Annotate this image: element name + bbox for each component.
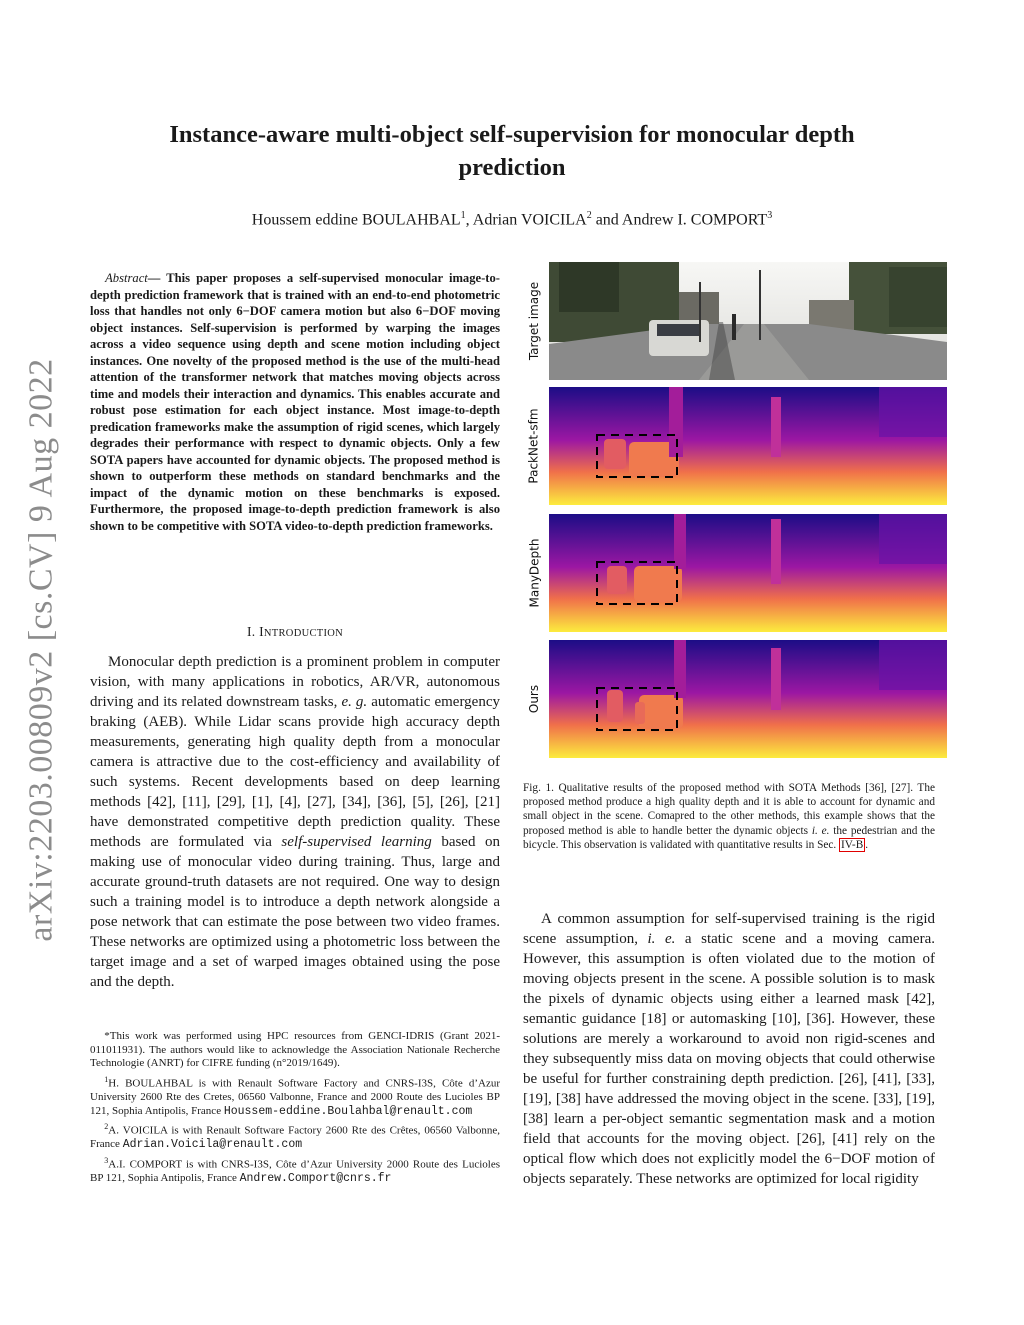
row-label-text: Target image bbox=[527, 281, 542, 361]
caption-text: Qualitative results of the proposed method with SOTA Methods [36], [27]. The proposed method produce a high quality depth and it is able to account for dynamic and small object in the scene. Comapred to the other methods, this example shows that the proposed method is able to handle better the dynamic objects bbox=[523, 782, 935, 837]
row-label-ours bbox=[523, 640, 545, 758]
footnotes bbox=[90, 1030, 500, 1188]
footnote-mark: 3 bbox=[104, 1156, 109, 1166]
footnote-2 bbox=[90, 1120, 500, 1152]
intro-text: Monocular depth prediction is a prominent problem in computer vision, with many applications in robotics, AR/VR, autonomous driving and its related downstream tasks, bbox=[90, 654, 500, 710]
body-text: A common assumption for self-supervised training is the rigid scene assumption, bbox=[523, 911, 935, 947]
arxiv-id: arXiv:2203.00809v2 [cs.CV] 9 Aug 2022 bbox=[23, 358, 60, 942]
row-label-text: Ours bbox=[527, 684, 541, 714]
section-number: I. bbox=[246, 624, 256, 639]
figure-caption bbox=[523, 781, 935, 852]
body-text: a static scene and a moving camera. However, this assumption is often violated due to the motion of moving objects present in the scene. A possible solution is to mask the pixels of dynamic objects using either a learned mask [42], semantic guidance [18] or automasking [10], [36]. However, these solutions are merely a workaround to avoid non rigid-scenes and they subsequently miss data on moving objects that could otherwise be useful for further constraining depth prediction. [26], [41], [33], [19], [38] have addressed the moving object in the scene. [33], [19], [38] learn a per-object semantic segmentation mask and a motion field that accounts for the moving object. [26], [41] rely on the optical flow which does not explicitly model the 6−DOF motion of objects separately. These networks are optimized for local rigidity bbox=[523, 931, 935, 1187]
author-separator: , bbox=[465, 211, 473, 229]
section-first-letter: I bbox=[259, 624, 264, 639]
footnote-mark: 2 bbox=[104, 1122, 109, 1132]
depth-map bbox=[549, 514, 947, 632]
abstract-label: Abstract bbox=[105, 271, 148, 285]
figure-1 bbox=[523, 262, 948, 772]
section-title-rest: NTRODUCTION bbox=[263, 628, 344, 639]
author-2: Adrian VOICILA bbox=[472, 211, 587, 229]
arxiv-stamp bbox=[22, 345, 62, 955]
caption-label: Fig. 1. bbox=[523, 782, 554, 794]
ours-depth-panel bbox=[549, 640, 947, 758]
author-2-affil: 2 bbox=[586, 210, 592, 221]
author-separator: and bbox=[591, 211, 622, 229]
packnet-depth-panel bbox=[549, 387, 947, 505]
intro-paragraph bbox=[90, 652, 500, 992]
author-3-affil: 3 bbox=[767, 210, 773, 221]
row-label-manydepth bbox=[523, 514, 545, 632]
footnote-3 bbox=[90, 1154, 500, 1186]
depth-map bbox=[549, 387, 947, 505]
abstract-dash: — bbox=[147, 271, 167, 285]
intro-text: based on making use of monocular video during training. Thus, large and accurate ground-truth datasets are not required. One way to design such a training model is to introduce a depth network alongside a pose network that can estimate the pose between two video frames. These networks are optimized using a photometric loss between the target image and a set of warped images obtained using the pose and the depth. bbox=[90, 834, 501, 990]
depth-map bbox=[549, 640, 947, 758]
intro-emphasis: self-supervised learning bbox=[281, 834, 432, 850]
paper-title: Instance-aware multi-object self-supervision for monocular depth prediction bbox=[169, 121, 855, 181]
section-heading-introduction bbox=[90, 624, 500, 640]
row-label-target bbox=[523, 262, 545, 380]
footnote-text: A. VOICILA is with Renault Software Factory 2600 Rte des Crêtes, 06560 Valbonne, France bbox=[90, 1124, 500, 1151]
author-list bbox=[110, 210, 914, 229]
body-paragraph bbox=[523, 909, 935, 1189]
street-scene-image bbox=[549, 262, 947, 380]
footnote-text: H. BOULAHBAL is with Renault Software Factory and CNRS-I3S, Côte d’Azur University 2600 Rte des Cretes, 06560 Valbonne, France and 2000 Route des Lucioles BP 121, Sophia Antipolis, France bbox=[90, 1077, 500, 1117]
footnote-text: A.I. COMPORT is with CNRS-I3S, Côte d’Azur University 2000 Route des Lucioles BP 121, Sophia Antipolis, France bbox=[90, 1158, 500, 1185]
caption-end: . bbox=[865, 838, 869, 851]
intro-eg: e. g. bbox=[341, 694, 368, 710]
abstract-text: This paper proposes a self-supervised monocular image-to-depth prediction framework that is trained with an end-to-end photometric loss that handles not only 6−DOF camera motion but also 6−DOF moving object instances. Self-supervision is performed by warping the images across a video sequence using depth and scene motion including object instances. One novelty of the proposed method is the use of the multi-head attention of the transformer network that matches moving objects across time and models their interaction and dynamics. This enables accurate and robust pose estimation for each object instance. Most image-to-depth predication frameworks make the assumption of rigid scenes, which largely degrades their performance with respect to dynamic objects. Only a few SOTA papers have accounted for dynamic objects. The proposed method is shown to outperform these methods on standard benchmarks and the impact of the dynamic motion on these benchmarks is exposed. Furthermore, the proposed image-to-depth prediction framework is also shown to be competitive with SOTA video-to-depth prediction frameworks. bbox=[90, 271, 500, 533]
footnote-mark: 1 bbox=[104, 1074, 109, 1084]
manydepth-depth-panel bbox=[549, 514, 947, 632]
email-link[interactable]: Andrew.Comport@cnrs.fr bbox=[239, 1172, 392, 1186]
row-label-text: ManyDepth bbox=[527, 538, 541, 608]
email-link[interactable]: Adrian.Voicila@renault.com bbox=[122, 1138, 303, 1152]
body-ie: i. e. bbox=[647, 931, 676, 947]
author-1: Houssem eddine BOULAHBAL bbox=[251, 211, 461, 229]
row-label-text: PackNet-sfm bbox=[527, 408, 542, 484]
section-ref-link[interactable]: IV-B bbox=[841, 838, 864, 851]
author-3: Andrew I. COMPORT bbox=[621, 211, 768, 229]
footnote-funding: *This work was performed using HPC resources from GENCI-IDRIS (Grant 2021-011011931). The authors would like to acknowledge the Association Nationale Recherche Technologie (ANRT) for CIFRE funding (n°2019/1649). bbox=[90, 1030, 500, 1070]
target-image-panel bbox=[549, 262, 947, 380]
author-1-affil: 1 bbox=[460, 210, 466, 221]
row-label-packnet bbox=[523, 387, 545, 505]
intro-text: automatic emergency braking (AEB). While Lidar scans provide high accuracy depth measurements, generating high quality depth from a monocular camera is attractive due to the cost-efficiency and availability of such systems. Recent developments based on deep learning methods [42], [11], [29], [1], [4], [27], [34], [36], [5], [26], [21] have demonstrated competitive depth prediction quality. These methods are formulated via bbox=[90, 694, 500, 850]
caption-ie: i. e. bbox=[811, 824, 830, 837]
footnote-1 bbox=[90, 1073, 500, 1118]
email-link[interactable]: Houssem-eddine.Boulahbal@renault.com bbox=[223, 1104, 473, 1118]
abstract bbox=[90, 270, 500, 534]
caption-text: the pedestrian and the bicycle. This observation is validated with quantitative results in Sec. bbox=[523, 824, 935, 851]
